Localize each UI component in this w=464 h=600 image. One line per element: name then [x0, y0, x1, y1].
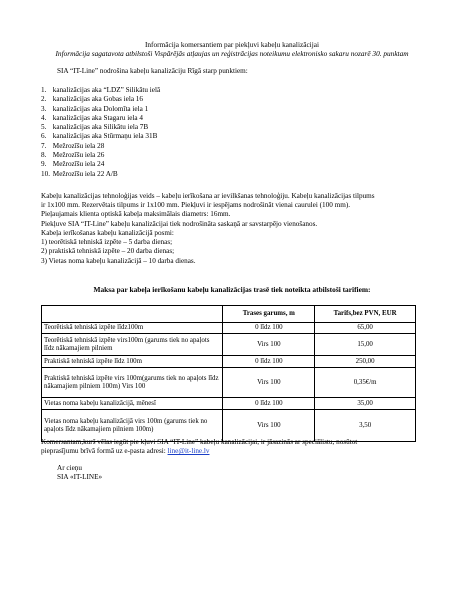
document-title: Informācija komersantiem par piekļuvi kabeļu kanalizācijai [144, 40, 320, 49]
list-item: 7. Mežrozīšu iela 28 [41, 141, 105, 150]
stages-title: Kabeļa ierīkošanas kabeļu kanalizācijā posmi: [41, 229, 174, 237]
intro-text: SIA “IT-Line” nodrošina kabeļu kanalizāciju Rīgā starp punktiem: [57, 67, 248, 75]
header-length: Trases garums, m [223, 306, 315, 323]
table-row: Praktiskā tehniskā izpēte līdz 100m 0 līdz 100 250,00 [42, 356, 416, 368]
table-row: Praktiskā tehniskā izpēte virs 100m(garums tiek no apaļots līdz nākamajiem pilniem 100m) Virs 100 Virs 100 0,35€/m [42, 368, 416, 398]
list-item: 8. Mežrozīšu iela 26 [41, 151, 105, 160]
table-row: Vietas noma kabeļu kanalizācijā virs 100m (garums tiek no apaļots līdz nākamajiem pilniem 100m) Virs 100 3,50 [42, 410, 416, 442]
points-list [41, 86, 160, 179]
company-name: SIA «IT-LINE» [57, 473, 103, 482]
table-row: Teorētiskā tehniskā izpēte virs100m (garums tiek no apaļots līdz nākamajiem pilniem Virs 100 15,00 [42, 334, 416, 356]
technology-paragraph: Kabeļu kanalizācijas tehnoloģijas veids – kabeļu ierīkošana ar ievilkšanas tehnoloģiju. Kabeļu kanalizācijas tilpums ir 1x100 mm. Rezervētais tilpums ir 1x100 mm. Piekļuvi ir iespējams nodrošināt vienai caurulei (100 mm). Pieļaujamais klienta optiskā kabeļa maksimālais diametrs: 16mm. Piekļuve SIA “IT-Line” kabeļu kanalizācijai tiek nodrošināta saskaņā ar savstarpējo vienošanos. [41, 192, 375, 228]
list-item: 1. kanalizācijas aka “LDZ” Silikātu ielā [41, 86, 161, 94]
list-item: 9. Mežrozīšu iela 24 [41, 160, 105, 169]
stages-section: Kabeļa ierīkošanas kabeļu kanalizācijā posmi: 1) teorētiskā tehniskā izpēte – 5 darba dienas; 2) praktiskā tehniskā izpēte – 20 darba dienas; 3) Vietas noma kabeļu kanalizācijā – 10 darba dienas. [41, 229, 436, 266]
header-tariff: Tarifs,bez PVN, EUR [315, 306, 416, 323]
list-item: 10. Mežrozīšu iela 22 A/B [41, 169, 118, 178]
document-subtitle: Informācija sagatavota atbilstoši Vispārējās atļaujas un reģistrācijas noteikumu elektronisko sakaru nozarē 30. punktam [55, 49, 409, 58]
list-item: 6. kanalizācijas aka Stūrmaņu iela 31B [41, 132, 158, 141]
table-row: Teorētiskā tehniskā izpēte līdz100m 0 līdz 100 65,00 [42, 323, 416, 334]
tariff-table [41, 305, 416, 442]
list-item: 5. kanalizācijas aka Silikātu iela 7B [41, 123, 149, 132]
table-title: Maksa par kabeļa ierīkošanu kabeļu kanalizācijas trasē tiek noteikta atbilstoši tarifiem: [93, 285, 371, 294]
signature-block [57, 464, 102, 482]
closing-paragraph: Komersantam,kurš vēlas iegūt pie kļuvi SIA “IT-Line” kabeļu kanalizācijai, ir jāsazinās ar speciālistu, nosūtot pieprasījumu brīvā formā uz e-pasta adresi: line@it-line.lv [41, 438, 358, 456]
email-link[interactable]: line@it-line.lv [167, 447, 210, 456]
table-header-row [42, 306, 416, 323]
table-row: Vietas noma kabeļu kanalizācijā, mēnesī 0 līdz 100 35,00 [42, 398, 416, 410]
greeting: Ar cieņu [57, 464, 82, 472]
list-item: 2. kanalizācijas aka Gobas iela 16 [41, 95, 143, 104]
list-item: 4. kanalizācijas aka Stagaru iela 4 [41, 113, 143, 122]
list-item: 3. kanalizācijas aka Dolomīta iela 1 [41, 104, 149, 113]
